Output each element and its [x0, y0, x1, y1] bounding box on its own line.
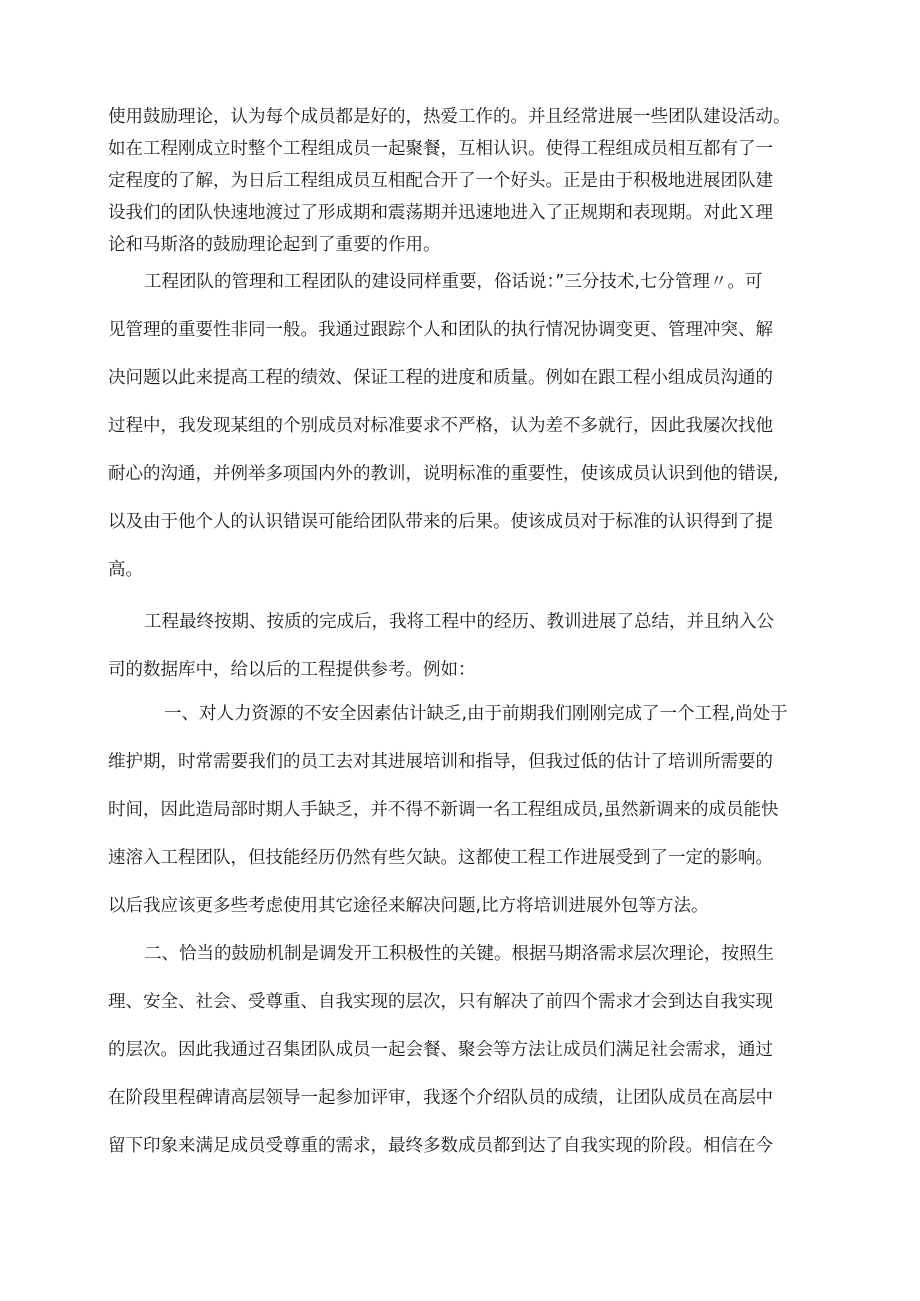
paragraph-1: [108, 101, 808, 261]
text-line: 维护期，时常需要我们的员工去对其进展培训和指导，但我过低的估计了培训所需要的: [108, 752, 773, 772]
text-line: 高。: [108, 560, 143, 580]
text-line: 耐心的沟通，并例举多项国内外的教训，说明标准的重要性，使该成员认识到他的错误,: [108, 464, 779, 484]
text-line: 速溶入工程团队，但技能经历仍然有些欠缺。这都使工程工作进展受到了一定的影响。: [108, 848, 773, 868]
paragraph-5: [108, 930, 808, 1170]
paragraph-2: [108, 258, 808, 594]
text-line: 设我们的团队快速地渡过了形成期和震荡期并迅速地进入了正规期和表现期。对此Ｘ理: [108, 203, 773, 223]
text-line: 以及由于他个人的认识错误可能给团队带来的后果。使该成员对于标准的认识得到了提: [108, 512, 773, 532]
text-line: 一、对人力资源的不安全因素估计缺乏,由于前期我们刚刚完成了一个工程,尚处于: [164, 704, 788, 724]
text-line: 如在工程刚成立时整个工程组成员一起聚餐，互相认识。使得工程组成员相互都有了一: [108, 139, 773, 159]
text-line: 定程度的了解，为日后工程组成员互相配合开了一个好头。正是由于积极地进展团队建: [108, 171, 773, 191]
text-line: 理、安全、社会、受尊重、自我实现的层次，只有解决了前四个需求才会到达自我实现: [108, 992, 773, 1012]
text-line: 以后我应该更多些考虑使用其它途径来解决问题,比方将培训进展外包等方法。: [108, 896, 709, 916]
text-line: 决问题以此来提高工程的绩效、保证工程的进度和质量。例如在跟工程小组成员沟通的: [108, 368, 773, 388]
text-line: 时间，因此造局部时期人手缺乏，并不得不新调一名工程组成员,虽然新调来的成员能快: [108, 800, 779, 820]
paragraph-4: [108, 690, 808, 930]
text-line: 司的数据库中，给以后的工程提供参考。例如：: [108, 660, 476, 680]
paragraph-3: [108, 598, 808, 694]
text-line: 过程中，我发现某组的个别成员对标准要求不严格，认为差不多就行，因此我屡次找他: [108, 416, 773, 436]
text-line: 在阶段里程碑请高层领导一起参加评审，我逐个介绍队员的成绩，让团队成员在高层中: [108, 1088, 773, 1108]
text-line: 工程团队的管理和工程团队的建设同样重要，俗话说：”三分技术,七分管理〃。可: [144, 272, 763, 292]
text-line: 见管理的重要性非同一般。我通过跟踪个人和团队的执行情况协调变更、管理冲突、解: [108, 320, 773, 340]
text-line: 论和马斯洛的鼓励理论起到了重要的作用。: [108, 235, 441, 255]
text-line: 的层次。因此我通过召集团队成员一起会餐、聚会等方法让成员们满足社会需求，通过: [108, 1040, 773, 1060]
text-line: 工程最终按期、按质的完成后，我将工程中的经历、教训进展了总结，并且纳入公: [144, 612, 774, 632]
text-line: 使用鼓励理论，认为每个成员都是好的，热爱工作的。并且经常进展一些团队建设活动。: [108, 107, 791, 127]
text-line: 留下印象来满足成员受尊重的需求，最终多数成员都到达了自我实现的阶段。相信在今: [108, 1136, 773, 1156]
text-line: 二、恰当的鼓励机制是调发开工积极性的关键。根据马期洛需求层次理论，按照生: [144, 944, 774, 964]
